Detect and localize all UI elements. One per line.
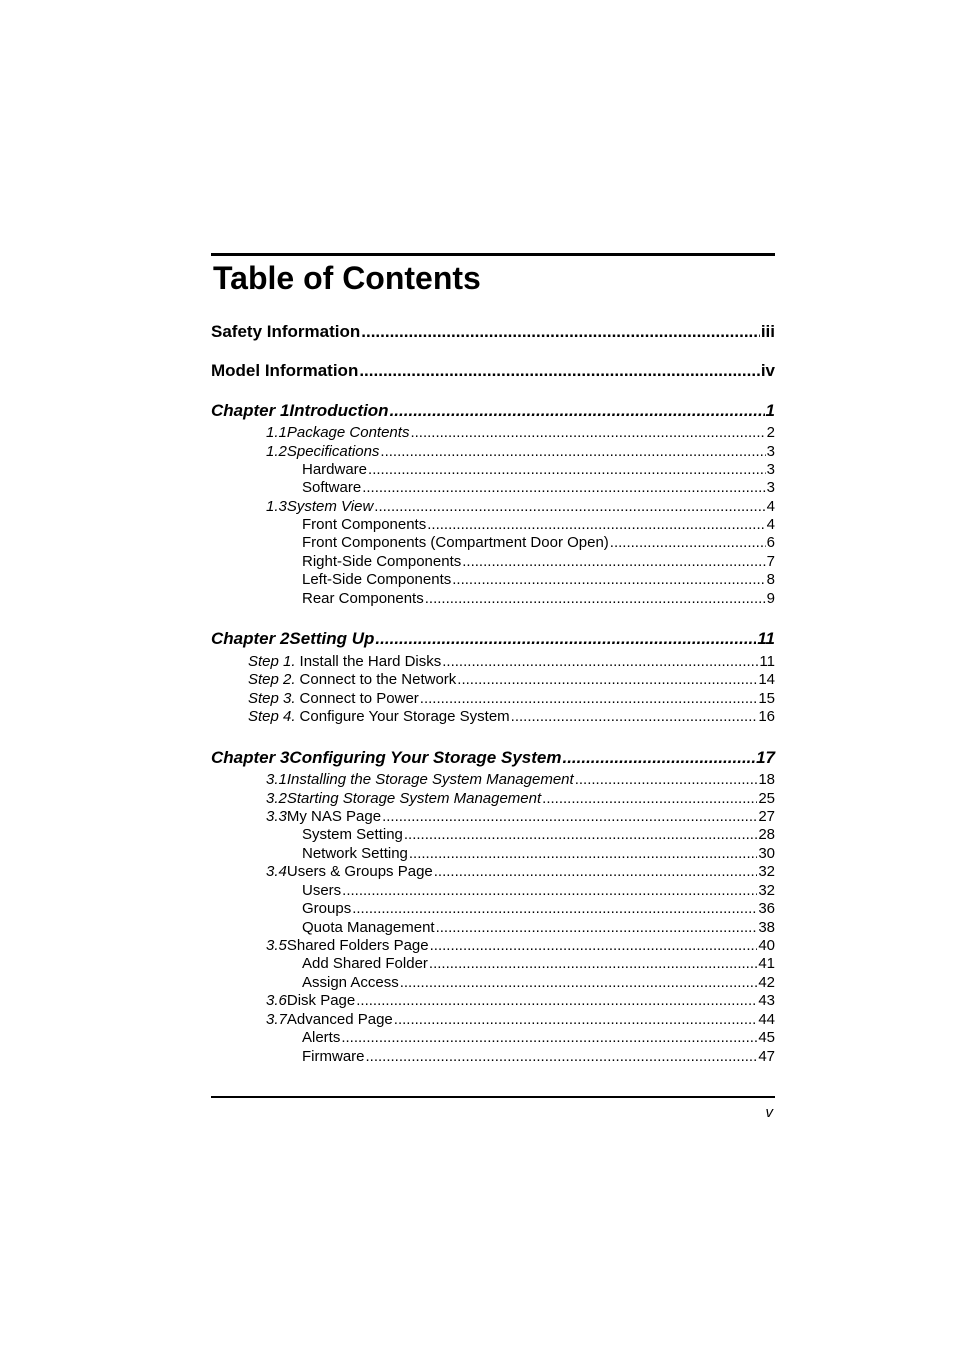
toc-entry-step[interactable]: [211, 653, 775, 670]
entry-number: 1.1: [266, 424, 287, 441]
toc-entry[interactable]: [211, 516, 775, 533]
dot-leader: [390, 401, 765, 421]
entry-label: Configuring Your Storage System: [289, 748, 562, 767]
entry-page: 18: [758, 771, 775, 788]
entry-page: 2: [766, 424, 775, 441]
entry-page: 11: [757, 629, 775, 648]
toc-entry[interactable]: [211, 919, 775, 936]
entry-label: Right-Side Components: [302, 553, 462, 570]
entry-label: Package Contents: [286, 424, 410, 441]
entry-number: 3.6: [266, 992, 287, 1009]
entry-page: 28: [758, 826, 775, 843]
entry-label: Install the Hard Disks: [299, 653, 442, 670]
entry-number: 1.2: [266, 443, 287, 460]
toc-entry[interactable]: [211, 937, 775, 954]
entry-number: Step 1.: [248, 653, 296, 670]
entry-label: System Setting: [302, 826, 403, 843]
toc-entry[interactable]: [211, 900, 775, 917]
dot-leader: [375, 629, 756, 649]
dot-leader: [400, 974, 758, 991]
entry-label: System View: [286, 498, 374, 515]
entry-page: 17: [756, 748, 775, 767]
entry-label: Software: [302, 479, 362, 496]
toc-entry[interactable]: [211, 498, 775, 515]
entry-label: Front Components (Compartment Door Open): [302, 534, 609, 551]
toc-entry[interactable]: [211, 1048, 775, 1065]
entry-label: Advanced Page: [286, 1011, 393, 1028]
dot-leader: [420, 690, 758, 707]
toc-entry[interactable]: [211, 1011, 775, 1028]
dot-leader: [434, 863, 758, 880]
entry-label: Groups: [302, 900, 352, 917]
dot-leader: [610, 534, 766, 551]
entry-number: 3.7: [266, 1011, 287, 1028]
entry-label: Alerts: [302, 1029, 341, 1046]
entry-label: Hardware: [302, 461, 368, 478]
entry-label: Assign Access: [302, 974, 399, 991]
entry-page: 43: [758, 992, 775, 1009]
entry-page: 11: [759, 653, 775, 670]
dot-leader: [410, 424, 765, 441]
entry-page: 27: [758, 808, 775, 825]
toc-chapter-1[interactable]: [211, 401, 775, 421]
entry-page: 44: [758, 1011, 775, 1028]
entry-page: 3: [766, 479, 775, 496]
toc-entry[interactable]: [211, 479, 775, 496]
entry-label: Installing the Storage System Management: [286, 771, 574, 788]
toc-entry[interactable]: [211, 1029, 775, 1046]
toc-entry-safety-information[interactable]: [211, 322, 775, 342]
page-number: v: [765, 1104, 773, 1121]
entry-label: Safety Information: [211, 322, 361, 341]
toc-entry[interactable]: [211, 571, 775, 588]
entry-page: 47: [758, 1048, 775, 1065]
entry-label: Starting Storage System Management: [286, 790, 542, 807]
entry-number: 3.5: [266, 937, 287, 954]
entry-label: Model Information: [211, 361, 359, 380]
entry-page: 16: [758, 708, 775, 725]
toc-entry[interactable]: [211, 590, 775, 607]
toc-entry-step[interactable]: [211, 690, 775, 707]
dot-leader: [436, 919, 758, 936]
toc-entry[interactable]: [211, 974, 775, 991]
entry-page: 41: [758, 955, 775, 972]
entry-page: 4: [766, 498, 775, 515]
dot-leader: [575, 771, 758, 788]
entry-label: Front Components: [302, 516, 427, 533]
dot-leader: [425, 590, 766, 607]
entry-number: Step 3.: [248, 690, 296, 707]
dot-leader: [511, 708, 758, 725]
toc-chapter-2[interactable]: [211, 629, 775, 649]
entry-page: 15: [758, 690, 775, 707]
toc-entry[interactable]: [211, 553, 775, 570]
entry-page: 32: [758, 863, 775, 880]
entry-label: Specifications: [286, 443, 380, 460]
bottom-rule: [211, 1096, 775, 1098]
entry-page: iii: [760, 322, 775, 341]
toc-entry-model-information[interactable]: [211, 361, 775, 381]
entry-label: Left-Side Components: [302, 571, 452, 588]
entry-page: 40: [758, 937, 775, 954]
entry-page: 1: [765, 401, 775, 420]
entry-page: 14: [758, 671, 775, 688]
dot-leader: [404, 826, 757, 843]
dot-leader: [382, 808, 757, 825]
dot-leader: [366, 1048, 758, 1065]
entry-label: Network Setting: [302, 845, 408, 862]
entry-number: Step 4.: [248, 708, 296, 725]
dot-leader: [374, 498, 765, 515]
entry-label: Connect to the Network: [299, 671, 457, 688]
entry-number: 3.2: [266, 790, 287, 807]
entry-label: Add Shared Folder: [302, 955, 428, 972]
dot-leader: [457, 671, 757, 688]
dot-leader: [409, 845, 757, 862]
dot-leader: [359, 361, 759, 381]
toc-entry[interactable]: [211, 992, 775, 1009]
entry-page: 30: [758, 845, 775, 862]
toc-entry[interactable]: [211, 955, 775, 972]
entry-label: Rear Components: [302, 590, 424, 607]
entry-page: 45: [758, 1029, 775, 1046]
dot-leader: [430, 937, 758, 954]
toc-entry[interactable]: [211, 845, 775, 862]
entry-page: 6: [766, 534, 775, 551]
toc-entry[interactable]: [211, 863, 775, 880]
toc-entry[interactable]: [211, 771, 775, 788]
dot-leader: [342, 882, 757, 899]
entry-label: Shared Folders Page: [286, 937, 429, 954]
entry-page: 3: [766, 461, 775, 478]
entry-number: 3.1: [266, 771, 287, 788]
entry-label: Users: [302, 882, 342, 899]
dot-leader: [352, 900, 757, 917]
toc-entry[interactable]: [211, 443, 775, 460]
dot-leader: [380, 443, 765, 460]
entry-page: 3: [766, 443, 775, 460]
toc-entry[interactable]: [211, 882, 775, 899]
toc-entry-step[interactable]: [211, 671, 775, 688]
entry-number: Chapter 2: [211, 629, 290, 648]
dot-leader: [368, 461, 766, 478]
dot-leader: [427, 516, 765, 533]
entry-page: 42: [758, 974, 775, 991]
toc-entry[interactable]: [211, 826, 775, 843]
dot-leader: [452, 571, 765, 588]
entry-number: Step 2.: [248, 671, 296, 688]
entry-page: 4: [766, 516, 775, 533]
entry-label: Disk Page: [286, 992, 356, 1009]
dot-leader: [362, 479, 765, 496]
dot-leader: [361, 322, 760, 342]
toc-entry[interactable]: [211, 790, 775, 807]
entry-label: Connect to Power: [299, 690, 419, 707]
entry-number: 3.3: [266, 808, 287, 825]
entry-page: 32: [758, 882, 775, 899]
toc-entry[interactable]: [211, 534, 775, 551]
entry-page: 38: [758, 919, 775, 936]
entry-page: 8: [766, 571, 775, 588]
toc-chapter-3[interactable]: [211, 748, 775, 768]
dot-leader: [542, 790, 757, 807]
dot-leader: [442, 653, 758, 670]
entry-page: 9: [766, 590, 775, 607]
entry-page: iv: [760, 361, 775, 380]
entry-label: Firmware: [302, 1048, 365, 1065]
toc-entry[interactable]: [211, 808, 775, 825]
entry-label: Configure Your Storage System: [299, 708, 510, 725]
entry-page: 36: [758, 900, 775, 917]
top-rule: [211, 253, 775, 256]
entry-number: 1.3: [266, 498, 287, 515]
dot-leader: [562, 748, 755, 768]
entry-number: Chapter 3: [211, 748, 290, 767]
entry-number: 3.4: [266, 863, 287, 880]
dot-leader: [356, 992, 757, 1009]
entry-page: 7: [766, 553, 775, 570]
dot-leader: [341, 1029, 757, 1046]
entry-number: Chapter 1: [211, 401, 290, 420]
dot-leader: [429, 955, 757, 972]
entry-page: 25: [758, 790, 775, 807]
entry-label: My NAS Page: [286, 808, 382, 825]
entry-label: Introduction: [289, 401, 389, 420]
toc-entry[interactable]: [211, 461, 775, 478]
entry-label: Users & Groups Page: [286, 863, 433, 880]
toc-entry-step[interactable]: [211, 708, 775, 725]
dot-leader: [394, 1011, 758, 1028]
toc-entry[interactable]: [211, 424, 775, 441]
entry-label: Setting Up: [289, 629, 375, 648]
dot-leader: [462, 553, 765, 570]
entry-label: Quota Management: [302, 919, 435, 936]
page-title: Table of Contents: [213, 260, 481, 296]
